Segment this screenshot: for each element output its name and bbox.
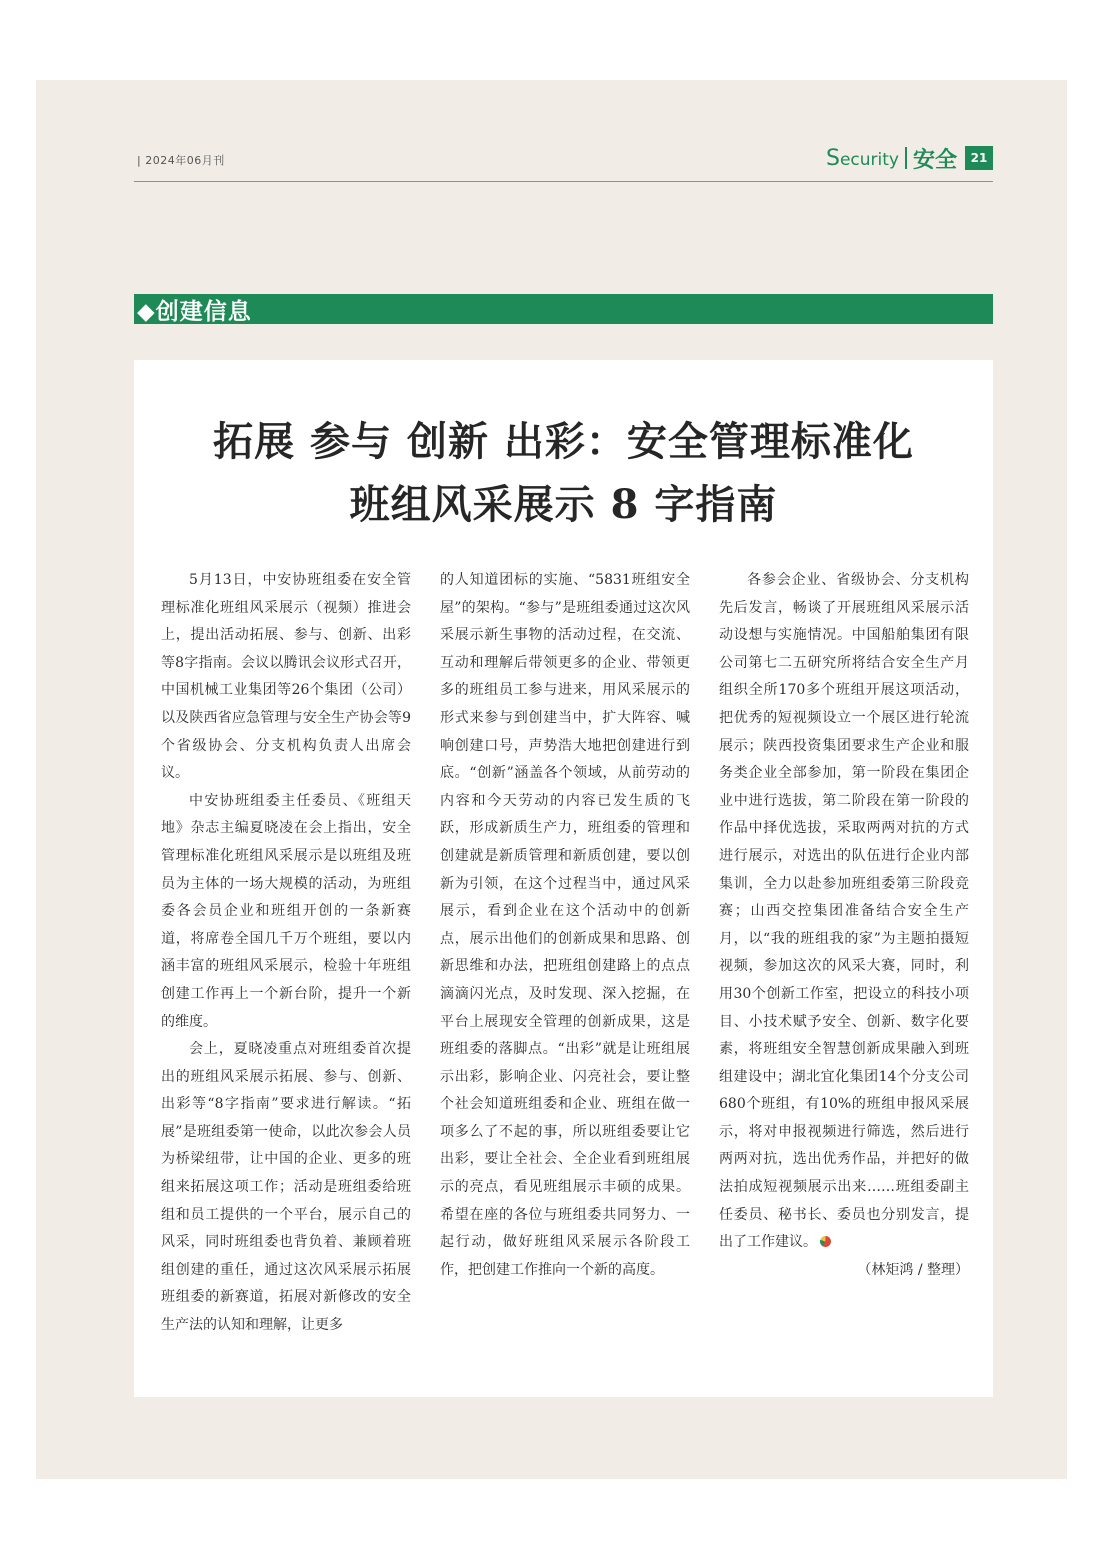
article-column-3 <box>719 567 969 1284</box>
section-banner <box>134 294 993 324</box>
article-card <box>134 360 993 1397</box>
paragraph-text: 各参会企业、省级协会、分支机构先后发言，畅谈了开展班组风采展示活动设想与实施情况。中国船舶集团有限公司第七二五研究所将结合安全生产月组织全所170多个班组开展这项活动，把优秀的短视频设立一个展区进行轮流展示；陕西投资集团要求生产企业和服务类企业全部参加，第一阶段在集团企业中进行选拔，第二阶段在第一阶段的作品中择优选拔，采取两两对抗的方式进行展示，对选出的队伍进行企业内部集训，全力以赴参加班组委第三阶段竞赛；山西交控集团准备结合安全生产月，以“我的班组我的家”为主题拍摄短视频，参加这次的风采大赛，同时，利用30个创新工作室，把设立的科技小项目、小技术赋予安全、创新、数字化要素，将班组安全智慧创新成果融入到班组建设中；湖北宜化集团14个分支公司680个班组，有10%的班组申报风采展示，将对申报视频进行筛选，然后进行两两对抗，选出优秀作品，并把好的做法拍成短视频展示出来……班组委副主任委员、秘书长、委员也分别发言，提出了工作建议。 <box>719 572 969 1251</box>
article-title-line2: 班组风采展示 8 字指南 <box>349 481 778 528</box>
author-credit: （林矩鸿 / 整理） <box>857 1261 969 1278</box>
article-column-2 <box>440 567 690 1284</box>
paragraph: 中安协班组委主任委员、《班组天地》杂志主编夏晓凌在会上指出，安全管理标准化班组风采展示是以班组及班员为主体的一场大规模的活动，为班组委各会员企业和班组开创的一条新赛道，将席卷全国几千万个班组，要以内涵丰富的班组风采展示，检验十年班组创建工作再上一个新台阶，提升一个新的维度。 <box>161 792 411 1030</box>
article-title-line1: 拓展 参与 创新 出彩：安全管理标准化 <box>213 418 914 465</box>
paragraph-continued: 的人知道团标的实施、“5831班组安全屋”的架构。“参与”是班组委通过这次风采展示新生事物的活动过程，在交流、互动和理解后带领更多的企业、带领更多的班组员工参与进来，用风采展示的形式来参与到创建当中，扩大阵容、喊响创建口号，声势浩大地把创建进行到底。“创新”涵盖各个领域，从前劳动的内容和今天劳动的内容已发生质的飞跃，形成新质生产力，班组委的管理和创建就是新质管理和新质创建，要以创新为引领，在这个过程当中，通过风采展示，看到企业在这个活动中的创新点，展示出他们的创新成果和思路、创新思维和办法，把班组创建路上的点点滴滴闪光点，及时发现、深入挖掘，在平台上展现安全管理的创新成果，这是班组委的落脚点。“出彩”就是让班组展示出彩，影响企业、闪亮社会，要让整个社会知道班组委和企业、班组在做一项多么了不起的事，所以班组委要让它出彩，要让全社会、全企业看到班组展示的亮点，看见班组展示丰硕的成果。希望在座的各位与班组委共同努力、一起行动，做好班组风采展示各阶段工作，把创建工作推向一个新的高度。 <box>440 572 690 1278</box>
paragraph: 会上，夏晓凌重点对班组委首次提出的班组风采展示拓展、参与、创新、出彩等“8字指南”要求进行解读。“拓展”是班组委第一使命，以此次参会人员为桥梁纽带，让中国的企业、更多的班组来拓展这项工作；活动是班组委给班组和员工提供的一个平台，展示自己的风采，同时班组委也背负着、兼顾着班组创建的重任，通过这次风采展示拓展班组委的新赛道，拓展对新修改的安全生产法的认知和理解，让更多 <box>161 1041 411 1334</box>
end-of-article-icon <box>820 1236 831 1247</box>
article-column-1 <box>161 567 411 1340</box>
brand-divider <box>905 147 907 169</box>
header-rule <box>134 181 993 182</box>
section-label: ◆创建信息 <box>137 298 252 325</box>
brand-rest: ecurity <box>839 149 899 170</box>
brand-initial: S <box>825 145 840 171</box>
running-header-brand <box>826 143 993 173</box>
issue-label: | 2024年06月刊 <box>137 154 225 167</box>
brand-word-cn: 安全 <box>912 147 957 173</box>
paragraph <box>719 567 969 1257</box>
brand-word-en <box>826 146 899 171</box>
paragraph: 5月13日，中安协班组委在安全管理标准化班组风采展示（视频）推进会上，提出活动拓展、参与、创新、出彩等8字指南。会议以腾讯会议形式召开，中国机械工业集团等26个集团（公司）以及陕西省应急管理与安全生产协会等9个省级协会、分支机构负责人出席会议。 <box>161 572 411 782</box>
page-number: 21 <box>965 146 993 170</box>
